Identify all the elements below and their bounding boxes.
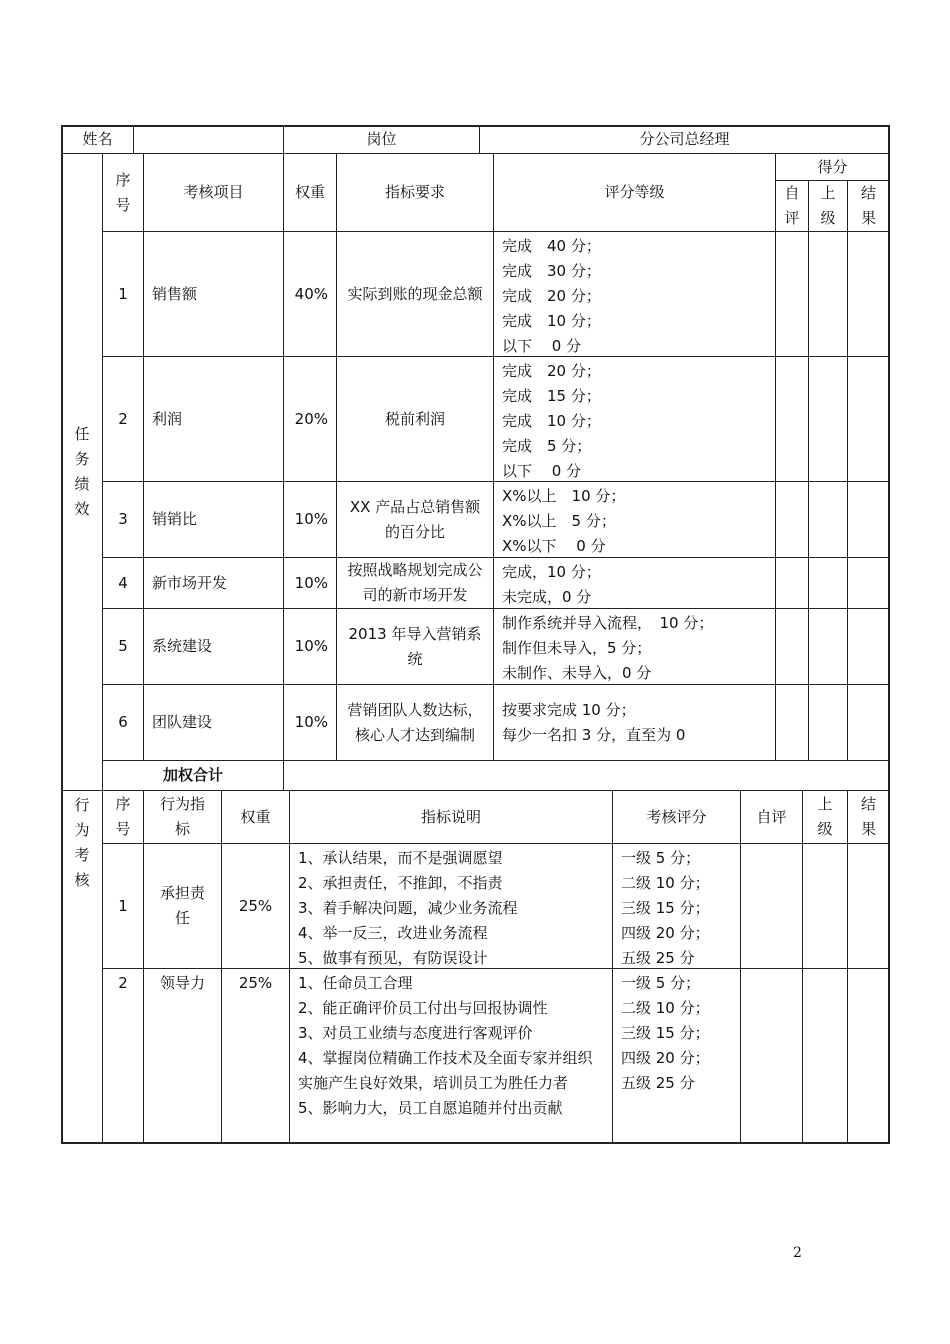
task-section-label xyxy=(61,153,102,790)
task-header-seq-text: 序号 xyxy=(115,170,131,214)
task-row-item: 系统建设 xyxy=(143,608,283,684)
task-row-requirement: 税前利润 xyxy=(336,356,493,481)
behavior-row-weight: 25% xyxy=(221,843,289,968)
task-row-seq: 6 xyxy=(102,684,143,760)
task-row-weight: 10% xyxy=(283,557,336,608)
task-row-item: 销销比 xyxy=(143,481,283,557)
task-row-self-score[interactable] xyxy=(775,481,808,557)
task-header-seq xyxy=(102,153,143,231)
task-row-self-score[interactable] xyxy=(775,231,808,356)
task-row-seq: 5 xyxy=(102,608,143,684)
behavior-row-result-score[interactable] xyxy=(847,968,889,1143)
behavior-header-superior xyxy=(802,790,847,843)
task-row-grading: 完成 20 分； 完成 15 分； 完成 10 分； 完成 5 分； 以下 0 分 xyxy=(493,356,775,481)
task-section-label-text: 任务绩效 xyxy=(74,425,90,518)
task-row-result-score[interactable] xyxy=(847,231,889,356)
behavior-header-superior-text: 上级 xyxy=(817,795,833,838)
weighted-total-label: 加权合计 xyxy=(102,760,283,790)
task-header-superior-text: 上级 xyxy=(820,184,836,227)
task-row-requirement: XX 产品占总销售额的百分比 xyxy=(336,481,493,557)
task-header-result xyxy=(847,180,889,231)
task-row-result-score[interactable] xyxy=(847,557,889,608)
task-row-self-score[interactable] xyxy=(775,608,808,684)
task-row-weight: 10% xyxy=(283,684,336,760)
behavior-row-weight: 25% xyxy=(221,968,289,1143)
task-row-superior-score[interactable] xyxy=(808,684,847,760)
task-row-requirement: 2013 年导入营销系统 xyxy=(336,608,493,684)
weighted-total-value[interactable] xyxy=(283,760,889,790)
task-header-weight: 权重 xyxy=(283,153,336,231)
task-row-item: 新市场开发 xyxy=(143,557,283,608)
name-label: 姓名 xyxy=(61,125,133,153)
task-row-seq: 2 xyxy=(102,356,143,481)
task-row-weight: 10% xyxy=(283,481,336,557)
behavior-row-indicator: 领导力 xyxy=(143,968,221,1143)
task-row-weight: 40% xyxy=(283,231,336,356)
task-row-result-score[interactable] xyxy=(847,608,889,684)
position-value: 分公司总经理 xyxy=(479,125,889,153)
behavior-row-description: 1、任命员工合理 2、能正确评价员工付出与回报协调性 3、对员工业绩与态度进行客观评价 4、掌握岗位精确工作技术及全面专家并组织实施产生良好效果，培训员工为胜任力者 5、影响力大，员工自愿追随并付出贡献 xyxy=(289,968,612,1143)
task-row-superior-score[interactable] xyxy=(808,608,847,684)
behavior-row-self-score[interactable] xyxy=(740,968,802,1143)
behavior-section-label-text: 行为考核 xyxy=(74,796,90,889)
task-row-grading: 制作系统并导入流程， 10 分； 制作但未导入，5 分； 未制作、未导入，0 分 xyxy=(493,608,775,684)
task-header-item: 考核项目 xyxy=(143,153,283,231)
task-row-seq: 4 xyxy=(102,557,143,608)
behavior-row-seq: 1 xyxy=(102,843,143,968)
task-header-result-text: 结果 xyxy=(861,184,877,227)
behavior-header-seq xyxy=(102,790,143,843)
table-bottom-border xyxy=(61,1142,890,1144)
behavior-section-label xyxy=(61,790,102,1143)
task-row-superior-score[interactable] xyxy=(808,557,847,608)
table-right-border xyxy=(888,125,890,1144)
behavior-row-rating: 一级 5 分； 二级 10 分； 三级 15 分； 四级 20 分； 五级 25 分 xyxy=(612,968,740,1143)
task-row-item: 团队建设 xyxy=(143,684,283,760)
behavior-header-rating: 考核评分 xyxy=(612,790,740,843)
task-row-superior-score[interactable] xyxy=(808,481,847,557)
task-row-item: 利润 xyxy=(143,356,283,481)
task-row-grading: 按要求完成 10 分； 每少一名扣 3 分，直至为 0 xyxy=(493,684,775,760)
behavior-header-indicator: 行为指标 xyxy=(143,790,221,843)
behavior-row-self-score[interactable] xyxy=(740,843,802,968)
behavior-header-result-text: 结果 xyxy=(861,795,877,838)
behavior-row-result-score[interactable] xyxy=(847,843,889,968)
behavior-header-result xyxy=(847,790,889,843)
task-header-superior xyxy=(808,180,847,231)
task-row-weight: 20% xyxy=(283,356,336,481)
task-row-item: 销售额 xyxy=(143,231,283,356)
task-row-requirement: 按照战略规划完成公司的新市场开发 xyxy=(336,557,493,608)
task-row-superior-score[interactable] xyxy=(808,356,847,481)
behavior-row-superior-score[interactable] xyxy=(802,843,847,968)
task-header-score: 得分 xyxy=(775,153,889,180)
task-row-grading: 完成 40 分； 完成 30 分； 完成 20 分； 完成 10 分； 以下 0 分 xyxy=(493,231,775,356)
task-header-grading: 评分等级 xyxy=(493,153,775,231)
task-row-requirement: 营销团队人数达标，核心人才达到编制 xyxy=(336,684,493,760)
task-row-self-score[interactable] xyxy=(775,356,808,481)
name-value[interactable] xyxy=(133,125,283,153)
page-number: 2 xyxy=(793,1245,802,1261)
table-left-border xyxy=(61,125,63,1144)
behavior-header-weight: 权重 xyxy=(221,790,289,843)
task-row-result-score[interactable] xyxy=(847,684,889,760)
behavior-row-description: 1、承认结果，而不是强调愿望 2、承担责任，不推卸，不指责 3、着手解决问题，减少业务流程 4、举一反三，改进业务流程 5、做事有预见，有防误设计 xyxy=(289,843,612,968)
task-header-requirement: 指标要求 xyxy=(336,153,493,231)
task-row-superior-score[interactable] xyxy=(808,231,847,356)
task-row-weight: 10% xyxy=(283,608,336,684)
behavior-row-indicator: 承担责任 xyxy=(143,843,221,968)
behavior-row-rating: 一级 5 分； 二级 10 分； 三级 15 分； 四级 20 分； 五级 25 分 xyxy=(612,843,740,968)
behavior-row-superior-score[interactable] xyxy=(802,968,847,1143)
behavior-header-description: 指标说明 xyxy=(289,790,612,843)
task-row-seq: 1 xyxy=(102,231,143,356)
task-header-self-text: 自评 xyxy=(784,184,800,227)
task-row-self-score[interactable] xyxy=(775,557,808,608)
task-row-grading: 完成，10 分； 未完成，0 分 xyxy=(493,557,775,608)
task-row-grading: X%以上 10 分； X%以上 5 分； X%以下 0 分 xyxy=(493,481,775,557)
behavior-header-self: 自评 xyxy=(740,790,802,843)
behavior-header-seq-text: 序号 xyxy=(115,795,131,838)
position-label: 岗位 xyxy=(283,125,479,153)
task-row-requirement: 实际到账的现金总额 xyxy=(336,231,493,356)
behavior-row-seq: 2 xyxy=(102,968,143,1143)
task-row-self-score[interactable] xyxy=(775,684,808,760)
task-header-self xyxy=(775,180,808,231)
table-top-border xyxy=(61,125,890,127)
task-row-seq: 3 xyxy=(102,481,143,557)
task-row-result-score[interactable] xyxy=(847,481,889,557)
task-row-result-score[interactable] xyxy=(847,356,889,481)
